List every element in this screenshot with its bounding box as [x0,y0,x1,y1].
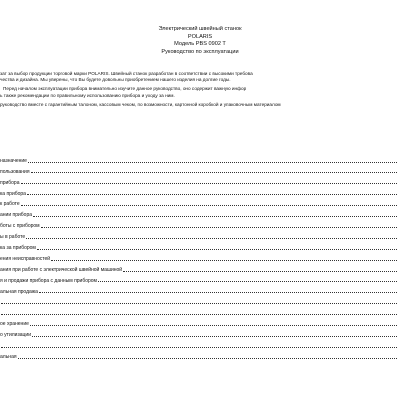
toc-entry [0,316,400,327]
toc-entry-label: ое хранение [0,321,29,328]
table-of-contents [0,153,400,360]
intro-text [0,71,398,108]
toc-dot-leader [41,226,397,228]
toc-entry [0,273,400,284]
toc-entry [0,284,400,295]
toc-entry [0,207,400,218]
toc-entry [0,175,400,186]
toc-entry-label: к работе [0,201,20,208]
intro-paragraph-3: руководство вместе с гарантийным талоном, кассовым чеком, по возможности, картонной коробкой и упаковочным материалом [0,101,281,107]
document-subtitle: Руководство по эксплуатации [161,48,239,55]
toc-dot-leader [1,313,397,315]
toc-dot-leader [28,161,397,163]
toc-entry [0,164,400,175]
toc-entry [0,338,400,349]
toc-entry [0,218,400,229]
toc-entry-label: ания при работе с электрической швейной машиной [0,266,123,273]
toc-entry-label: ка за прибором [0,245,36,252]
document-header [0,26,400,56]
toc-entry [0,327,400,338]
toc-entry-label: назначение [0,157,27,164]
intro-paragraph-1-line-1: зат за выбор продукции торговой марки POLARIS. Швейный станок разработан в соответствии с высокими требова [0,71,253,76]
toc-entry-label: ании прибора [0,212,33,219]
toc-entry [0,251,400,262]
toc-dot-leader [39,291,397,293]
intro-paragraph-2-line-2: ь также рекомендации по правильному использованию прибора и уходу за ним. [0,92,175,98]
toc-entry [0,229,400,240]
toc-dot-leader [33,215,397,217]
toc-entry [0,305,400,316]
toc-entry [0,186,400,197]
toc-dot-leader [123,270,397,272]
toc-dot-leader [37,248,397,250]
toc-dot-leader [30,324,397,326]
toc-dot-leader [21,182,398,184]
toc-entry-label: ения неисправностей [0,255,51,262]
toc-entry [0,349,400,360]
toc-dot-leader [1,302,397,304]
toc-entry [0,262,400,273]
toc-entry-label: альная [0,353,17,360]
toc-entry [0,197,400,208]
toc-dot-leader [51,259,397,261]
toc-entry-label: о утилизации [0,332,31,339]
toc-entry-label: альная продажа [0,288,38,295]
toc-entry-label: пользования [0,168,30,175]
toc-entry [0,240,400,251]
toc-dot-leader [31,171,397,173]
toc-entry [0,295,400,306]
brand-name: POLARIS [187,33,213,40]
toc-entry-label: я и продажи прибора с данным прибором [0,277,97,284]
toc-entry-label: ы в работе [0,234,26,241]
toc-entry [0,153,400,164]
intro-paragraph-1-line-2: чества и дизайна. Мы уверены, что Вы будете довольны приобретением нашего изделия на долгие годы. [0,77,231,83]
toc-dot-leader [21,204,397,206]
intro-paragraph-2-line-1: Перед началом эксплуатации прибора внимательно изучите данное руководство, оно содержит важную инфор [3,86,247,92]
toc-dot-leader [98,280,397,282]
model-number: Модель PBS 0902 T [174,41,226,48]
document-title: Электрический швейный станок [158,26,242,32]
toc-entry-label: прибора [0,179,20,186]
toc-dot-leader [1,346,397,348]
toc-entry-label: ка прибора [0,190,26,197]
toc-dot-leader [26,237,397,239]
toc-dot-leader [18,357,397,359]
toc-dot-leader [27,193,397,195]
toc-dot-leader [32,335,397,337]
toc-entry-label: боты с прибором [0,223,40,230]
